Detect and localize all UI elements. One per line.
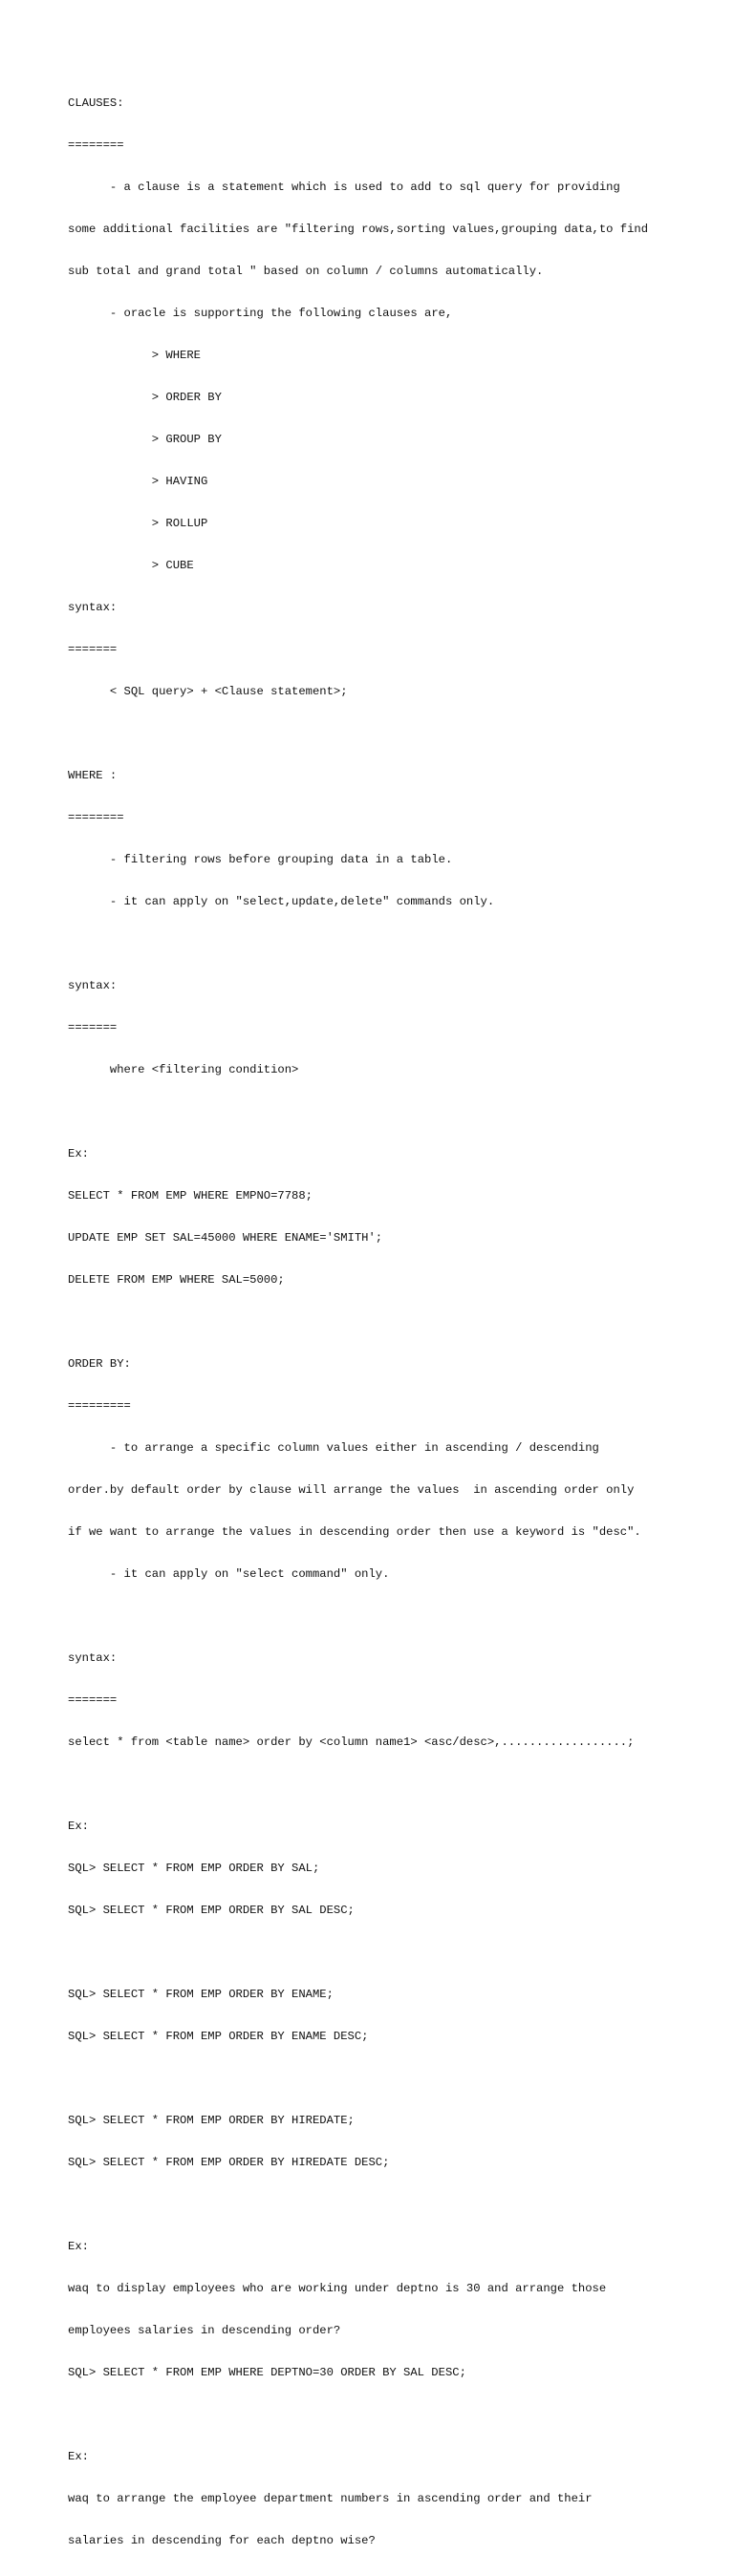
- text-line: ORDER BY:: [68, 1357, 131, 1372]
- text-line: order.by default order by clause will arrange the values in ascending order only: [68, 1483, 635, 1498]
- text-line: WHERE :: [68, 769, 118, 783]
- text-line: SQL> SELECT * FROM EMP ORDER BY SAL DESC;: [68, 1904, 355, 1918]
- text-line: SELECT * FROM EMP WHERE EMPNO=7788;: [68, 1189, 313, 1203]
- text-line: employees salaries in descending order?: [68, 2324, 341, 2338]
- text-line: - it can apply on "select command" only.: [68, 1567, 390, 1582]
- text-line: where <filtering condition>: [68, 1063, 299, 1077]
- text-line: syntax:: [68, 601, 118, 615]
- text-line: - filtering rows before grouping data in a table.: [68, 853, 453, 867]
- text-line: waq to arrange the employee department numbers in ascending order and their: [68, 2492, 593, 2506]
- text-line: Ex:: [68, 1820, 89, 1834]
- text-line: CLAUSES:: [68, 96, 124, 111]
- text-line: SQL> SELECT * FROM EMP ORDER BY HIREDATE DESC;: [68, 2156, 390, 2170]
- text-line: syntax:: [68, 1651, 118, 1666]
- text-line: - a clause is a statement which is used to add to sql query for providing: [68, 181, 620, 195]
- text-line: =======: [68, 643, 118, 657]
- text-line: > ROLLUP: [68, 517, 208, 531]
- text-line: Ex:: [68, 2450, 89, 2464]
- document-text: [68, 69, 648, 2576]
- text-line: sub total and grand total " based on column / columns automatically.: [68, 265, 544, 279]
- text-line: salaries in descending for each deptno wise?: [68, 2534, 376, 2548]
- text-line: =======: [68, 1021, 118, 1035]
- text-line: ========: [68, 811, 124, 825]
- text-line: > CUBE: [68, 559, 194, 573]
- text-line: [68, 2198, 648, 2212]
- text-line: [68, 2072, 648, 2086]
- text-line: [68, 937, 648, 951]
- text-line: UPDATE EMP SET SAL=45000 WHERE ENAME='SMITH';: [68, 1231, 383, 1245]
- text-line: Ex:: [68, 1147, 89, 1161]
- text-line: SQL> SELECT * FROM EMP ORDER BY HIREDATE;: [68, 2114, 355, 2128]
- text-line: > HAVING: [68, 475, 208, 489]
- text-line: select * from <table name> order by <column name1> <asc/desc>,..................;: [68, 1735, 635, 1750]
- text-line: - oracle is supporting the following clauses are,: [68, 307, 453, 321]
- text-line: DELETE FROM EMP WHERE SAL=5000;: [68, 1273, 285, 1288]
- text-line: if we want to arrange the values in descending order then use a keyword is "desc".: [68, 1525, 641, 1540]
- text-line: SQL> SELECT * FROM EMP ORDER BY ENAME;: [68, 1988, 334, 2002]
- text-line: SQL> SELECT * FROM EMP WHERE DEPTNO=30 ORDER BY SAL DESC;: [68, 2366, 466, 2380]
- text-line: [68, 2408, 648, 2422]
- text-line: [68, 1778, 648, 1792]
- text-line: - it can apply on "select,update,delete" commands only.: [68, 895, 495, 909]
- text-line: some additional facilities are "filtering rows,sorting values,grouping data,to find: [68, 223, 649, 237]
- text-line: Ex:: [68, 2240, 89, 2254]
- text-line: > WHERE: [68, 349, 201, 363]
- text-line: =========: [68, 1399, 131, 1414]
- text-line: < SQL query> + <Clause statement>;: [68, 685, 348, 699]
- text-line: SQL> SELECT * FROM EMP ORDER BY ENAME DESC;: [68, 2030, 369, 2044]
- text-line: syntax:: [68, 979, 118, 993]
- text-line: waq to display employees who are working under deptno is 30 and arrange those: [68, 2282, 607, 2296]
- text-line: > GROUP BY: [68, 433, 222, 447]
- text-line: =======: [68, 1693, 118, 1708]
- text-line: ========: [68, 138, 124, 153]
- text-line: [68, 1105, 648, 1119]
- text-line: [68, 1315, 648, 1330]
- text-line: [68, 1609, 648, 1624]
- text-line: [68, 1946, 648, 1960]
- text-line: SQL> SELECT * FROM EMP ORDER BY SAL;: [68, 1862, 320, 1876]
- text-line: - to arrange a specific column values either in ascending / descending: [68, 1441, 599, 1456]
- text-line: [68, 727, 648, 741]
- text-line: > ORDER BY: [68, 391, 222, 405]
